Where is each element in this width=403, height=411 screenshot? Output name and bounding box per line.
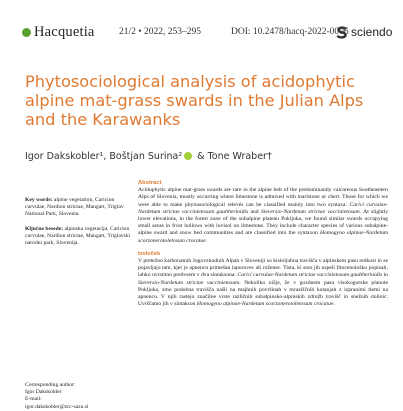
- corresp-label: Corresponding author:: [25, 382, 76, 388]
- abstract-text: Acidophytic alpine mat-grass swards are rare in the alpine belt of the predominantly calcareous Southeastern Alps of Slovenia, mostly occurring where limestone is admixed with marlstone or chert. Those for which we were able to make phytosociological relevés can be classified mainly into two syntaxa: Carici curvulae-Nardetum strictae vaccinietosum gaultherioidis and Sieversio-Nardetum strictae vaccinietosum. At slightly lower elevations, in the forest zone of the subalpine plateau Pokljuka, we found similar swards occupying small areas in frost hollows with luvisol on limestone. They include character species of various subalpine-alpine sward and snow bed communities and are classified into the syntaxon Homogyno alpinae-Nardetum scorzonerotoletosum crocatae.: [138, 187, 389, 244]
- publisher-name: sciendo: [351, 25, 393, 39]
- keywords-sidebar: [25, 197, 135, 254]
- title-line: and the Karawanks: [25, 110, 181, 129]
- keywords: [25, 197, 135, 219]
- keywords-label: Key words:: [25, 197, 53, 203]
- corresponding-author: [25, 382, 135, 411]
- article-title: [25, 72, 385, 129]
- author-names: Igor Dakskobler¹, Boštjan Surina²: [25, 151, 183, 162]
- orcid-icon[interactable]: [184, 152, 192, 160]
- author-list: [25, 151, 272, 162]
- doi-link[interactable]: DOI: 10.2478/hacq-2022-0006: [231, 27, 349, 37]
- izvlecek-heading: Izvleček: [138, 250, 161, 257]
- corresp-email-label: E-mail:: [25, 396, 42, 403]
- volume-info: 21/2 • 2022, 253–295: [119, 27, 201, 37]
- title-line: alpine mat-grass swards in the Julian Alps: [25, 91, 364, 110]
- main-column: [138, 180, 388, 314]
- journal-logo-icon: [22, 28, 31, 37]
- corresp-name: Igor Dakskobler: [25, 389, 62, 396]
- kljucne-label: Ključne besede:: [25, 225, 64, 232]
- journal-header: [22, 23, 392, 43]
- kljucne-besede: [25, 226, 135, 248]
- author-names-end: & Tone Wraber†: [194, 151, 272, 162]
- corresp-email[interactable]: igor.dakskobler@zrc-sazu.si: [25, 403, 89, 410]
- sciendo-logo-icon: [336, 26, 348, 39]
- journal-name: Hacquetia: [34, 24, 95, 40]
- title-line: Phytosociological analysis of acidophytic: [25, 72, 355, 91]
- abstract-heading: Abstract: [138, 180, 162, 186]
- keywords-text: alpine vegetation, Caricion curvulae, Nardion strictae, Mangart, Triglav National Park, Slovenia.: [25, 197, 124, 218]
- izvlecek-text: V pretežno karbonatnih Jugovzhodnih Alpah v Sloveniji so kisloljubna travišča v alpinskem pasu redkost in se pojavljajo tam, kjer je apnencu primešan laporovec ali roženec. Tista, ki smo jih uspeli fitocenološko popisati, lahko uvrstimo predvsem v dva sintaksona: Carici curvulae-Nardetum strictae vaccinietosum gaultherioidis in Sieversio-Nardetum strictae vaccinietosum. Nekoliko nižje, že v gozdnem pasu visokogorske planote Pokljuka, smo podobna travišča našli na majhnih površinah v mraziščnih kotanjah z izpranimi tlemi na apnencu. V njih rastejo značilne vrste različnih subalpinsko-alpinskih združb travišč in snežnih dolinic. Uvrščamo jih v sintakson Homogyno alpinae-Nardetum scorzonerotoletosum crocatae.: [138, 258, 388, 308]
- kljucne-text: alpinska vegetacija, Caricion curvulae, Nardion strictae, Mangart, Triglavski narodni park, Slovenija.: [25, 225, 131, 247]
